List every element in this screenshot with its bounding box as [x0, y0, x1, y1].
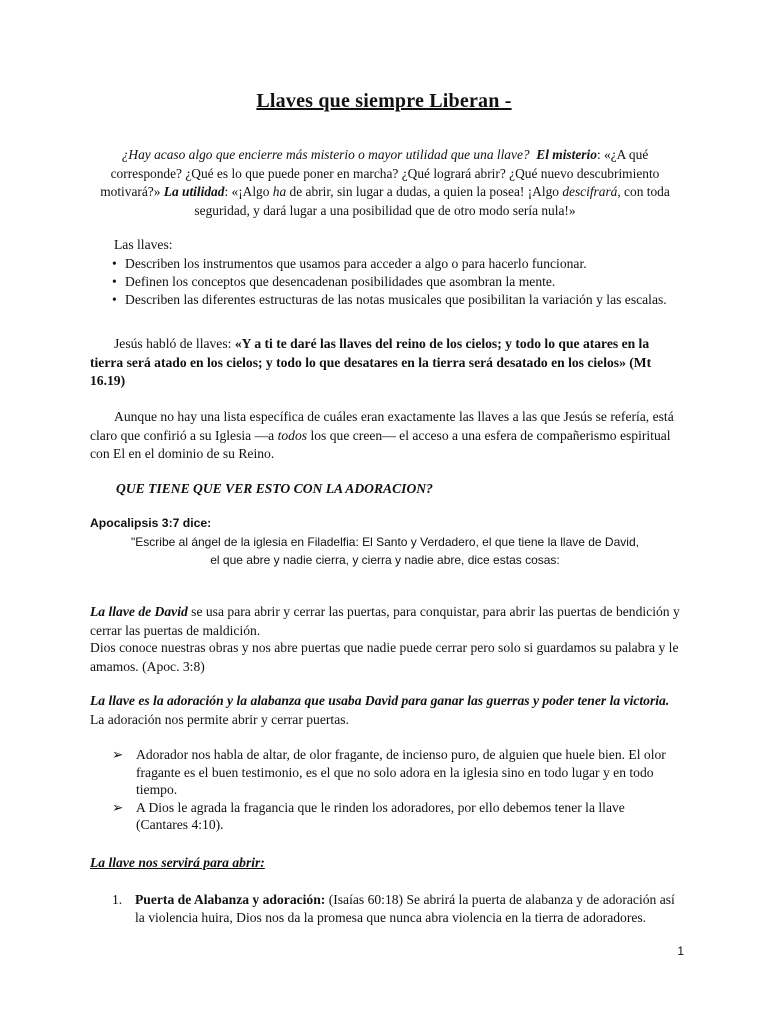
list-item [90, 746, 680, 799]
aunque-text-1: Aunque no hay una lista específica de cuáles eran exactamente las llaves a las que Jesús se refería, está claro que confirió a su Iglesia —a [90, 409, 674, 443]
intro-question: ¿Hay acaso algo que encierre más misterio o mayor utilidad que una llave? [121, 147, 530, 162]
utilidad-descifrara: descifrará [562, 184, 618, 199]
item-text: (Isaías 60:18) Se abrirá la puerta de alabanza y de adoración así la violencia huira, Dios nos da la promesa que nunca abra violencia en la tierra de adoradores. [135, 892, 675, 925]
jesus-quote: «Y a ti te daré las llaves del reino de los cielos; y todo lo que atares en la tierra será atado en los cielos; y todo lo que desatares en la tierra será desatado en los cielos» (Mt 16.19) [90, 336, 652, 388]
bullet-icon: • [112, 255, 117, 271]
llaves-section [90, 236, 680, 309]
question-heading: QUE TIENE QUE VER ESTO CON LA ADORACION? [116, 481, 433, 496]
apocalipsis-reference: Apocalipsis 3:7 dice: [90, 516, 212, 530]
arrow-list [90, 746, 680, 834]
arrow-bullet-icon: ➢ [112, 747, 124, 762]
llave-adoracion-text: La adoración nos permite abrir y cerrar puertas. [90, 711, 349, 727]
llaves-list [90, 255, 680, 309]
page-number: 1 [677, 944, 684, 958]
utilidad-label: La utilidad [163, 184, 225, 199]
bullet-icon: • [112, 291, 117, 307]
aunque-todos: todos [277, 427, 308, 443]
dios-conoce-paragraph: Dios conoce nuestras obras y nos abre puertas que nadie puede cerrar pero solo si guardamos su palabra y le amamos. (Apoc. 3:8) [90, 640, 679, 674]
utilidad-text-2: de abrir, sin lugar a dudas, a quien la posea! ¡Algo [286, 184, 563, 199]
title-text: Llaves que siempre Liberan [256, 90, 500, 112]
llaves-heading: Las llaves: [114, 237, 173, 252]
item-number: 1. [112, 892, 123, 907]
bullet-icon: • [112, 273, 117, 289]
list-item [90, 255, 680, 273]
llave-david-label: La llave de David [90, 604, 188, 619]
numbered-item [90, 891, 680, 926]
jesus-prefix: Jesús habló de llaves: [114, 336, 235, 351]
llave-david-text: se usa para abrir y cerrar las puertas, para conquistar, para abrir las puertas de bendición y cerrar las puertas de maldición. [90, 604, 680, 638]
list-item-text: Adorador nos habla de altar, de olor fragante, de incienso puro, de alguien que huele bien. El olor fragante es el buen testimonio, es el que no solo adora en la iglesia sino en todo lugar y en todo tiempo. [136, 747, 666, 797]
list-item-text: Definen los conceptos que desencadenan posibilidades que asombran la mente. [125, 273, 556, 289]
apocalipsis-line-2: el que abre y nadie cierra, y cierra y nadie abre, dice estas cosas: [210, 553, 560, 567]
apocalipsis-line-1: "Escribe al ángel de la iglesia en Filadelfia: El Santo y Verdadero, el que tiene la llave de David, [131, 535, 639, 549]
llave-adoracion-label: La llave es la adoración y la alabanza que usaba David para ganar las guerras y poder tener la victoria. [90, 693, 670, 708]
list-item [90, 799, 680, 834]
title-dash: - [499, 90, 512, 112]
item-label: Puerta de Alabanza y adoración: [135, 892, 326, 907]
utilidad-text-3: , con toda seguridad, y dará lugar a una posibilidad que de otro modo sería nula!» [194, 184, 670, 218]
utilidad-text-1: : «¡Algo [224, 184, 273, 199]
list-item [90, 291, 680, 309]
list-item-text: A Dios le agrada la fragancia que le rinden los adoradores, por ello debemos tener la llave (Cantares 4:10). [136, 799, 625, 832]
list-item-text: Describen las diferentes estructuras de las notas musicales que posibilitan la variación y las escalas. [125, 291, 667, 307]
aunque-paragraph [90, 408, 680, 464]
llave-david-paragraph [90, 603, 680, 640]
intro-paragraph [100, 146, 670, 220]
utilidad-ha: ha [272, 184, 287, 199]
list-item-text: Describen los instrumentos que usamos para acceder a algo o para hacerlo funcionar. [125, 255, 587, 271]
intro-misterio-text: : «¿A qué corresponde? ¿Qué es lo que puede poner en marcha? ¿Qué logrará abrir? ¿Qué nuevo descubrimiento motivará?» [100, 147, 660, 199]
list-item [90, 273, 680, 291]
apocalipsis-quote [90, 533, 680, 569]
arrow-bullet-icon: ➢ [112, 799, 124, 815]
document-title [0, 90, 768, 113]
misterio-label: El misterio [536, 147, 597, 162]
jesus-paragraph [90, 335, 680, 391]
llave-adoracion-paragraph [90, 692, 680, 729]
aunque-text-2: los que creen— el acceso a una esfera de compañerismo espiritual con El en el dominio de su Reino. [90, 427, 671, 461]
servira-heading: La llave nos servirá para abrir: [90, 855, 265, 870]
